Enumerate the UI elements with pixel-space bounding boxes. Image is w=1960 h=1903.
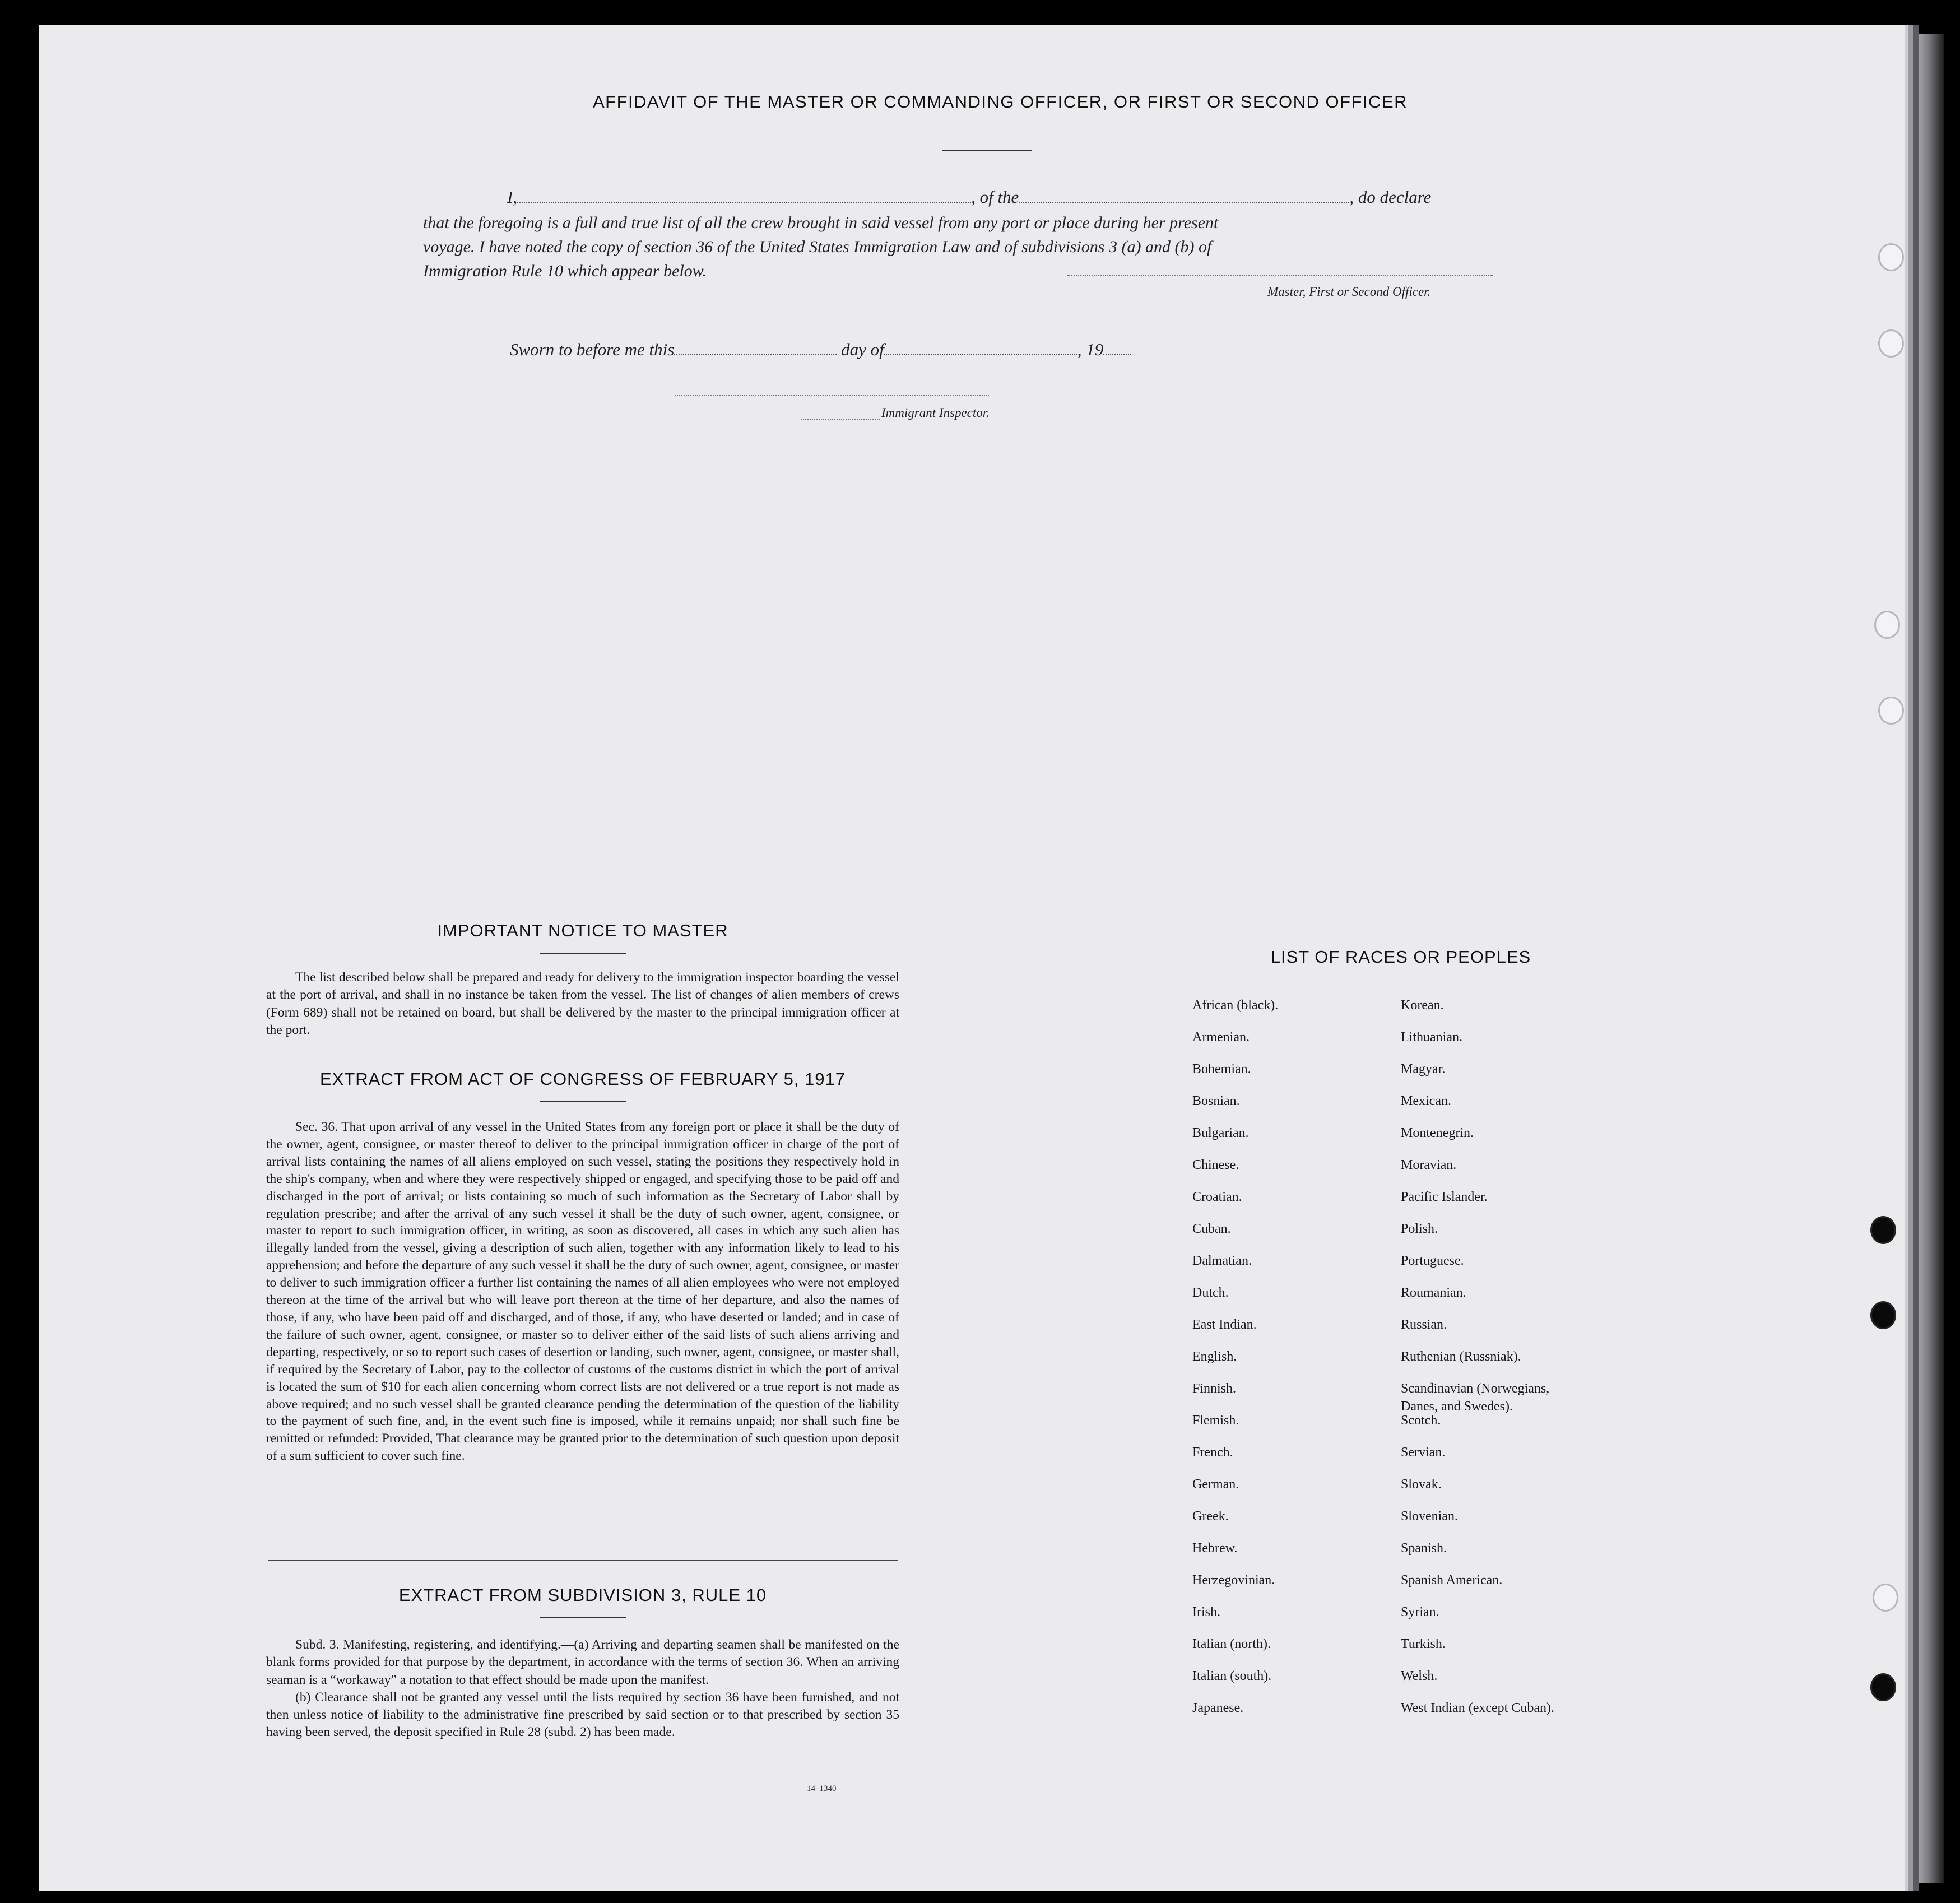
notice-title: IMPORTANT NOTICE TO MASTER <box>437 921 728 940</box>
race-item: Flemish. <box>1192 1413 1239 1428</box>
declaration-do-declare: , do declare <box>1349 187 1432 207</box>
act-section-36: Sec. 36. That upon arrival of any vessel in the United States from any foreign port or place it shall be the duty of the owner, agent, consignee, or master thereof to deliver to the principal immigration officer in charge of the port of arrival lists containing the names of all aliens employed on such vessel, stating the positions they respectively hold in the ship's company, when and where they were respectively shipped or engaged, and specifying those to be paid off and discharged in the port of arrival; or lists containing so much of such information as the Secretary of Labor shall by regulation prescribe; and after the arrival of any such vessel it shall be the duty of such owner, agent, consignee, or master to report to such immigration officer, in writing, as soon as discovered, all cases in which any such alien has illegally landed from the vessel, giving a description of such alien, together with any information likely to lead to his apprehension; and before the departure of any such vessel it shall be the duty of such owner, agent, consignee, or master to deliver to such immigration officer a further list containing the names of all alien employees who were not employed thereon at the time of the arrival but who will leave port thereon at the time of her departure, and also the names of those, if any, who have been paid off and discharged, and of those, if any, who have deserted or landed; and in case of the failure of such owner, agent, consignee, or master so to deliver either of the said lists of such aliens arriving and departing, respectively, or so to report such cases of desertion or landing, such owner, agent, consignee, or master shall, if required by the Secretary of Labor, pay to the collector of customs of the customs district in which the port of arrival is located the sum of $10 for each alien concerning whom correct lists are not delivered or a true report is not made as above required; and no such vessel shall be granted clearance pending the determination of the question of the liability to the payment of such fine, and, in the event such fine is imposed, while it remains unpaid; nor shall such fine be remitted or refunded: Provided, That clearance may be granted prior to the determination of such question upon deposit of a sum sufficient to cover such fine. <box>266 1120 899 1464</box>
race-item-scandinavian-cont: Danes, and Swedes). <box>1401 1399 1513 1414</box>
race-item: Slovak. <box>1401 1477 1442 1492</box>
master-signature-label: Master, First or Second Officer. <box>1267 285 1431 299</box>
binder-hole-filled <box>1870 1301 1896 1329</box>
race-item: Russian. <box>1401 1317 1447 1332</box>
race-item: Scandinavian (Norwegians, <box>1401 1381 1550 1396</box>
declaration-line-4: Immigration Rule 10 which appear below. <box>423 262 707 280</box>
rule-title: EXTRACT FROM SUBDIVISION 3, RULE 10 <box>398 1585 767 1605</box>
race-item: German. <box>1192 1477 1239 1492</box>
title-rule <box>942 150 1032 151</box>
race-item: French. <box>1192 1445 1233 1460</box>
form-number: 14–1340 <box>807 1784 837 1793</box>
rule-title-rule <box>540 1617 626 1618</box>
race-item: Turkish. <box>1401 1637 1446 1651</box>
race-item: Herzegovinian. <box>1192 1573 1275 1588</box>
race-item: Slovenian. <box>1401 1509 1458 1524</box>
race-item: Dalmatian. <box>1192 1254 1252 1268</box>
race-item: Lithuanian. <box>1401 1030 1462 1045</box>
race-item: Italian (south). <box>1192 1669 1272 1683</box>
binder-hole <box>1878 329 1904 358</box>
inspector-signature-line[interactable] <box>675 395 989 396</box>
race-item: West Indian (except Cuban). <box>1401 1701 1554 1715</box>
race-item: Servian. <box>1401 1445 1446 1460</box>
declaration-line-3: voyage. I have noted the copy of section 36 of the United States Immigration Law and of subdivisions 3 (a) and (b) of <box>423 238 1212 256</box>
document-page <box>39 25 1908 1891</box>
races-title: LIST OF RACES OR PEOPLES <box>1270 947 1531 967</box>
inspector-signature-label: Immigrant Inspector. <box>881 406 990 420</box>
sworn-day-blank[interactable] <box>674 340 837 355</box>
rule-para-b: (b) Clearance shall not be granted any vessel until the lists required by section 36 have been furnished, and not then unless notice of liability to the administrative fine prescribed by said section or to that prescribed by section 35 having been served, the deposit specified in Rule 28 (subd. 2) has been made. <box>266 1690 899 1740</box>
act-title: EXTRACT FROM ACT OF CONGRESS OF FEBRUARY 5, 1917 <box>319 1069 846 1089</box>
sworn-month-blank[interactable] <box>884 340 1077 355</box>
notice-body <box>266 969 899 1039</box>
race-item: Scotch. <box>1401 1413 1441 1428</box>
race-item: Korean. <box>1401 998 1444 1013</box>
race-item: Irish. <box>1192 1605 1220 1619</box>
race-item: Welsh. <box>1401 1669 1438 1683</box>
sworn-text: Sworn to before me this <box>510 340 675 359</box>
binder-hole <box>1873 1584 1898 1612</box>
race-item: Armenian. <box>1192 1030 1250 1045</box>
sworn-line <box>510 337 1238 361</box>
race-item: Ruthenian (Russniak). <box>1401 1349 1521 1364</box>
binder-hole <box>1878 243 1904 271</box>
master-signature-line[interactable] <box>1067 275 1493 276</box>
binder-hole <box>1874 611 1900 639</box>
inspector-signature-lead <box>801 419 880 420</box>
race-item: Greek. <box>1192 1509 1229 1524</box>
sworn-day-of: day of <box>841 340 884 359</box>
race-item: Polish. <box>1401 1222 1438 1236</box>
rule-body <box>266 1636 899 1742</box>
rule-para-a: Subd. 3. Manifesting, registering, and identifying.—(a) Arriving and departing seamen shall be manifested on the blank forms provided for that purpose by the department, in accordance with the terms of section 36. When an arriving seaman is a “workaway” a notation to that effect should be made upon the manifest. <box>266 1637 899 1687</box>
declaration-line-1 <box>423 185 1510 209</box>
race-item: Hebrew. <box>1192 1541 1238 1556</box>
binder-hole-filled <box>1870 1216 1896 1244</box>
race-item: Italian (north). <box>1192 1637 1271 1651</box>
race-item: English. <box>1192 1349 1237 1364</box>
act-divider <box>268 1560 898 1561</box>
race-item: Finnish. <box>1192 1381 1237 1396</box>
race-item: Japanese. <box>1192 1701 1244 1715</box>
declaration-of-the: , of the <box>971 187 1019 207</box>
binder-hole-filled <box>1870 1673 1896 1701</box>
sworn-year-blank[interactable] <box>1103 340 1131 355</box>
race-item: Spanish American. <box>1401 1573 1503 1588</box>
race-item: Pacific Islander. <box>1401 1190 1488 1204</box>
race-item: Moravian. <box>1401 1158 1457 1172</box>
race-item: Montenegrin. <box>1401 1126 1474 1140</box>
declaration-line-2: that the foregoing is a full and true list of all the crew brought in said vessel from any port or place during her present <box>423 213 1219 232</box>
race-item: Roumanian. <box>1401 1285 1466 1300</box>
page-edge-shadow <box>1905 34 1944 1883</box>
race-item: Portuguese. <box>1401 1254 1464 1268</box>
race-item: Bohemian. <box>1192 1062 1251 1076</box>
race-item: Dutch. <box>1192 1285 1229 1300</box>
sworn-year: , 19 <box>1077 340 1104 359</box>
declaration-i: I, <box>507 187 518 207</box>
race-item: Syrian. <box>1401 1605 1439 1619</box>
notice-paragraph: The list described below shall be prepared and ready for delivery to the immigration inspector boarding the vessel at the port of arrival, and shall in no instance be taken from the vessel. The list of changes of alien members of crews (Form 689) shall not be retained on board, but shall be delivered by the master to the principal immigration officer at the port. <box>266 970 899 1037</box>
race-item: Cuban. <box>1192 1222 1231 1236</box>
race-item: Croatian. <box>1192 1190 1242 1204</box>
vessel-blank[interactable] <box>1019 187 1349 203</box>
notice-title-rule <box>540 953 626 954</box>
race-item: Bosnian. <box>1192 1094 1240 1108</box>
name-blank[interactable] <box>517 187 971 203</box>
race-item: Bulgarian. <box>1192 1126 1249 1140</box>
race-item: Chinese. <box>1192 1158 1239 1172</box>
act-body <box>266 1118 899 1465</box>
act-title-rule <box>540 1101 626 1102</box>
race-item: African (black). <box>1192 998 1279 1013</box>
race-item: Mexican. <box>1401 1094 1451 1108</box>
affidavit-title: AFFIDAVIT OF THE MASTER OR COMMANDING OFFICER, OR FIRST OR SECOND OFFICER <box>592 92 1408 112</box>
race-item: Spanish. <box>1401 1541 1447 1556</box>
race-item: Magyar. <box>1401 1062 1446 1076</box>
binder-hole <box>1878 697 1904 725</box>
race-item: East Indian. <box>1192 1317 1257 1332</box>
